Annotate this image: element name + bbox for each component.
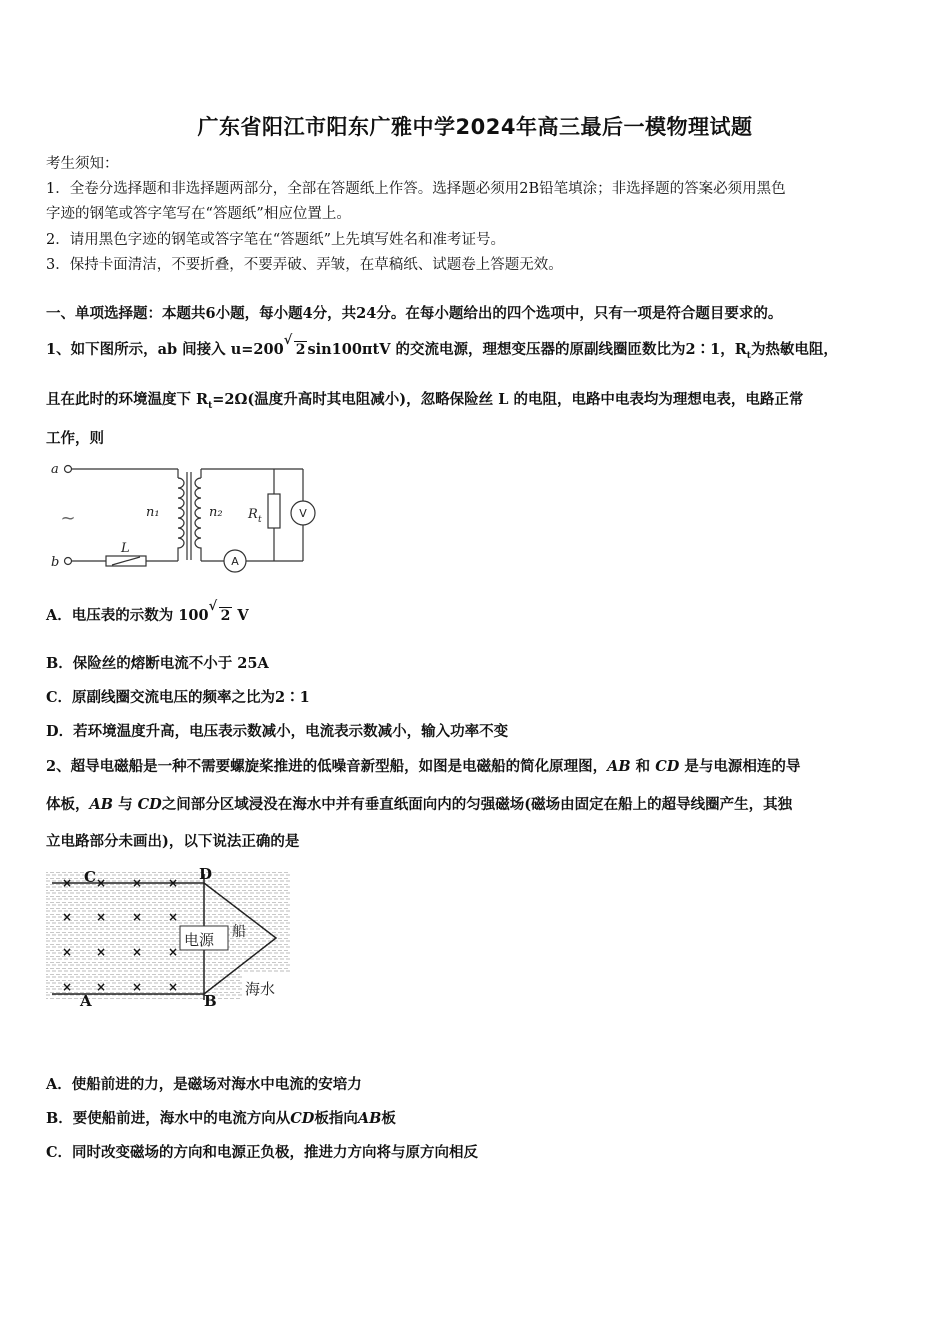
q2-l1-a: 2、超导电磁船是一种不需要螺旋桨推进的低噪音新型船，如图是电磁船的简化原理图， [46, 758, 608, 775]
label-D: D [199, 866, 213, 883]
magnetic-field-cross-icon: × [132, 876, 143, 890]
q1-sub: t [746, 350, 751, 361]
q2-l2-c: 之间部分区域浸没在海水中并有垂直纸面向内的匀强磁场(磁场由固定在船上的超导线圈产生，其独 [161, 796, 793, 813]
q2-l1-b: 和 [635, 758, 651, 775]
primary-coil-icon [178, 478, 184, 552]
q1-option-c: C．原副线圈交流电压的频率之比为2∶1 [46, 689, 310, 706]
magnetic-field-cross-icon: × [168, 980, 179, 994]
q1-option-b: B．保险丝的熔断电流不小于 25A [46, 655, 269, 672]
magnetic-field-cross-icon: × [96, 945, 107, 959]
q2-l1-cd: CD [655, 758, 680, 775]
label-sea: 海水 [245, 980, 276, 998]
magnetic-field-cross-icon: × [132, 980, 143, 994]
magnetic-field-cross-icon: × [132, 945, 143, 959]
magnetic-field-cross-icon: × [62, 945, 73, 959]
label-ammeter: A [231, 555, 239, 568]
label-b: b [51, 555, 60, 570]
magnetic-field-cross-icon: × [168, 910, 179, 924]
label-A: A [80, 992, 92, 1006]
terminal-b-icon [65, 558, 72, 565]
q2-stem-line1 [46, 755, 800, 776]
notice-item-1: 1．全卷分选择题和非选择题两部分，全部在答题纸上作答。选择题必须用2B铅笔填涂；非选择题的答案必须用黑色 [46, 181, 786, 197]
magnetic-field-cross-icon: × [168, 945, 179, 959]
magnetic-field-cross-icon: × [96, 876, 107, 890]
q1-line2-b: =2Ω(温度升高时其电阻减小)，忽略保险丝 L 的电阻，电路中电表均为理想电表，电路正常 [212, 391, 804, 408]
label-C: C [84, 868, 96, 886]
q1-text-c: 为热敏电阻， [750, 341, 838, 358]
secondary-coil-icon [195, 478, 201, 552]
label-ship: 船 [232, 924, 246, 940]
q2-l2-a: 体板， [46, 796, 90, 813]
magnetic-field-cross-icon: × [62, 910, 73, 924]
q1-stem-line2 [46, 388, 803, 411]
label-n1: n₁ [146, 505, 160, 520]
q1-sqrt: √ 2 [283, 333, 306, 358]
magnetic-field-cross-icon: × [168, 876, 179, 890]
notice-item-2: 2．请用黑色字迹的钢笔或答字笔在“答题纸”上先填写姓名和准考证号。 [46, 232, 506, 248]
label-power: 电源 [184, 931, 215, 949]
label-voltmeter: V [299, 507, 307, 520]
q1-option-a [46, 599, 249, 625]
q1-option-a-text: A．电压表的示数为 100 [46, 607, 209, 624]
notice-heading: 考生须知： [46, 156, 119, 172]
q1-option-a-sqrt-value: 2 [220, 608, 231, 624]
q2-option-b-c: 板 [381, 1110, 396, 1127]
q2-option-b [46, 1107, 396, 1128]
q2-stem-line3: 立电路部分未画出)，以下说法正确的是 [46, 833, 300, 850]
q2-option-b-cd: CD [290, 1110, 315, 1127]
q1-line2-sub: t [208, 400, 213, 411]
q1-option-a-sqrt: √ 2 [208, 599, 231, 624]
notice-item-3: 3．保持卡面清洁，不要折叠，不要弄破、弄皱，在草稿纸、试题卷上答题无效。 [46, 257, 563, 273]
magnetic-field-cross-icon: × [62, 980, 73, 994]
section-heading: 一、单项选择题：本题共6小题，每小题4分，共24分。在每小题给出的四个选项中，只有一项是符合题目要求的。 [46, 305, 783, 322]
label-B: B [204, 992, 217, 1006]
label-L: L [121, 541, 130, 556]
label-rt-sub: t [258, 515, 262, 525]
label-rt: R [248, 507, 258, 522]
thermistor-icon [268, 494, 280, 528]
label-n2: n₂ [209, 505, 223, 520]
transformer-circuit-diagram [46, 456, 336, 576]
q2-l1-ab: AB [607, 758, 631, 775]
q2-l2-ab: AB [89, 796, 114, 813]
q1-text-a: 1、如下图所示，ab 间接入 u=200 [46, 341, 284, 358]
q1-sqrt-value: 2 [295, 342, 306, 358]
q1-option-d: D．若环境温度升高，电压表示数减小，电流表示数减小，输入功率不变 [46, 723, 509, 740]
magnetic-field-cross-icon: × [96, 980, 107, 994]
terminal-a-icon [65, 466, 72, 473]
magnetic-field-cross-icon: × [62, 876, 73, 890]
q2-option-b-a: B．要使船前进，海水中的电流方向从 [46, 1110, 291, 1127]
q2-option-b-b: 板指向 [314, 1110, 358, 1127]
q2-option-b-ab: AB [357, 1110, 382, 1127]
q2-l2-b: 与 [118, 796, 133, 813]
q1-option-a-unit: V [237, 607, 249, 624]
magnetic-field-cross-icon: × [96, 910, 107, 924]
ac-source-icon: ~ [60, 508, 76, 529]
q1-stem-line1 [46, 333, 838, 361]
q1-stem-line3: 工作，则 [46, 430, 104, 447]
q2-l2-cd: CD [137, 796, 162, 813]
q2-stem-line2 [46, 793, 792, 814]
q2-option-a: A．使船前进的力，是磁场对海水中电流的安培力 [46, 1076, 362, 1093]
q2-l1-c: 是与电源相连的导 [684, 758, 801, 775]
q1-text-b: sin100πtV 的交流电源，理想变压器的原副线圈匝数比为2∶1，R [307, 341, 747, 358]
em-ship-diagram [44, 866, 294, 1006]
page-title: 广东省阳江市阳东广雅中学2024年高三最后一模物理试题 [197, 115, 753, 139]
q1-line2-a: 且在此时的环境温度下 R [46, 391, 209, 408]
notice-item-1-cont: 字迹的钢笔或答字笔写在“答题纸”相应位置上。 [46, 206, 351, 222]
q2-option-c: C．同时改变磁场的方向和电源正负极，推进力方向将与原方向相反 [46, 1144, 479, 1161]
magnetic-field-cross-icon: × [132, 910, 143, 924]
label-a: a [51, 462, 59, 477]
